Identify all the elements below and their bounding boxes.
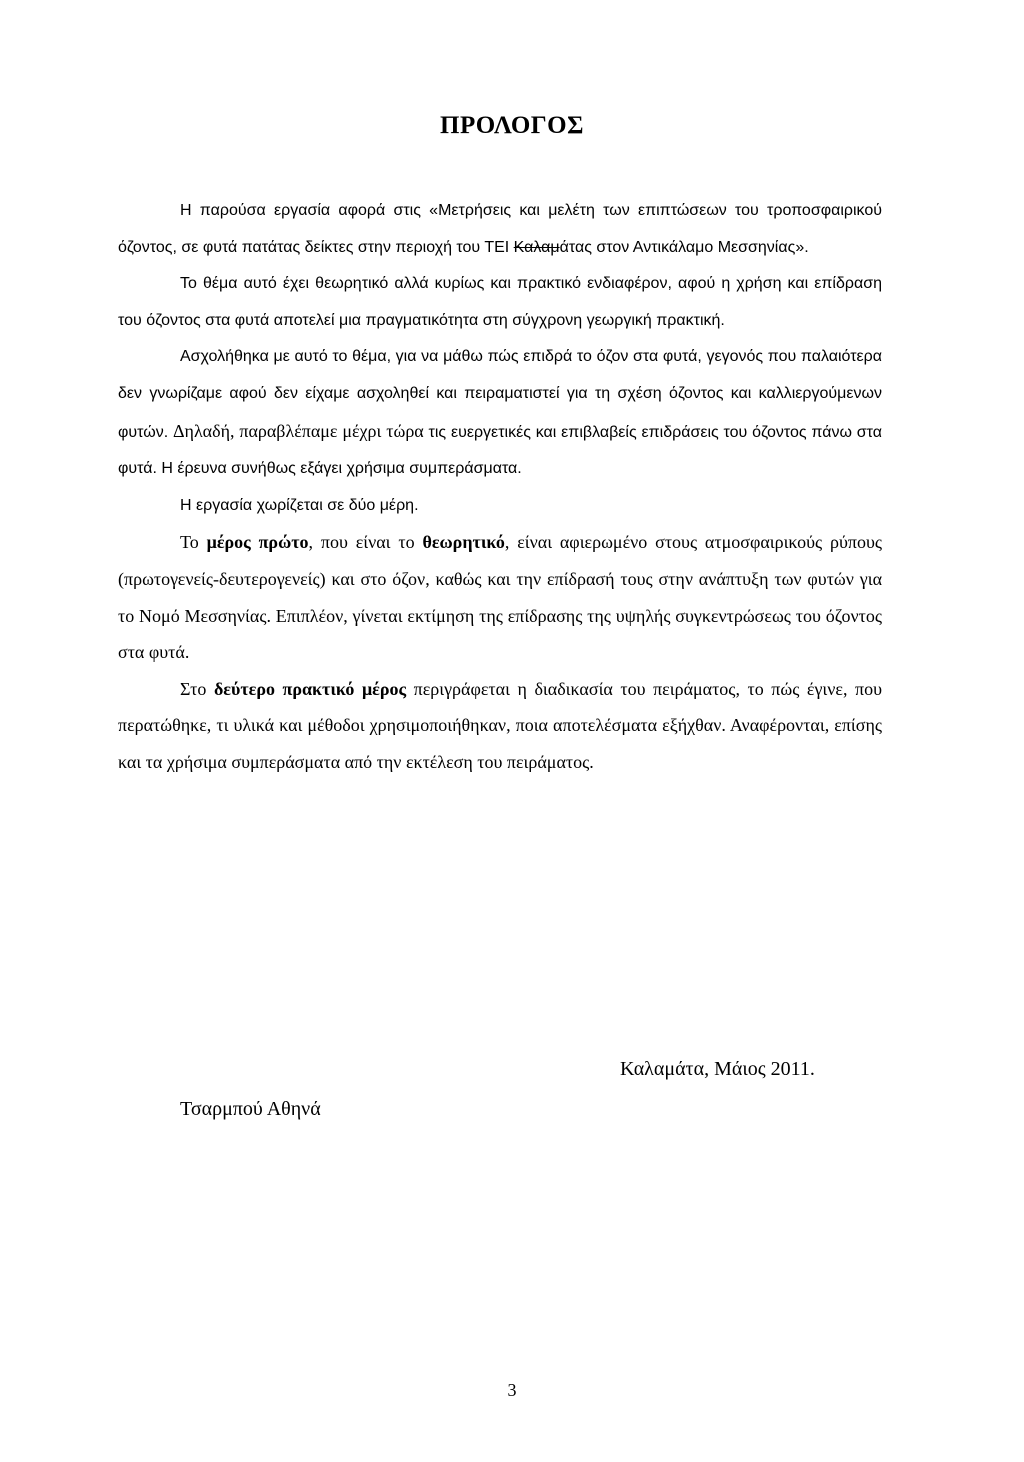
paragraph-3-sans-tail: τις ευεργετικές και επιβλαβείς επιδράσεις του όζοντος πάνω στα φυτά. Η έρευνα συνήθως εξάγει χρήσιμα συμπεράσματα. xyxy=(118,423,882,478)
paragraph-1-text-after: άτας στον Αντικάλαμο Μεσσηνίας». xyxy=(559,238,809,256)
page-title: ΠΡΟΛΟΓΟΣ xyxy=(440,112,584,139)
paragraph-6-text-2: περιγράφεται η διαδικασία του πειράματος, το πώς έγινε, που περατώθηκε, τι υλικά και μέθοδοι χρησιμοποιήθηκαν, ποια αποτελέσματα εξήχθαν. Αναφέρονται, επίσης και τα χρήσιμα συμπεράσματα από την εκτέλεση του πειράματος. xyxy=(118,678,883,772)
paragraph-1-text-before: Η παρούσα εργασία αφορά στις «Μετρήσεις και μελέτη των επιπτώσεων του τροποσφαιρικού όζοντος, σε φυτά πατάτας δείκτες στην περιοχή του ΤΕΙ xyxy=(118,202,882,256)
paragraph-3 xyxy=(118,339,882,487)
paragraph-5-text-3: , είναι αφιερωμένο στους ατμοσφαιρικούς ρύπους (πρωτογενείς-δευτερογενείς) και στο όζον, καθώς και την επίδρασή τους στην ανάπτυξη των φυτών για το Νομό Μεσσηνίας. Επιπλέον, γίνεται εκτίμηση της επίδρασης της υψηλής συγκεντρώσεως του όζοντος στα φυτά. xyxy=(118,532,883,663)
paragraph-5 xyxy=(118,524,882,670)
paragraph-5-text-2: , που είναι το xyxy=(308,532,423,553)
paragraph-3-serif-part: Δηλαδή, παραβλέπαμε μέχρι τώρα xyxy=(172,420,424,441)
paragraph-4: Η εργασία χωρίζεται σε δύο μέρη. xyxy=(180,496,419,514)
body-text xyxy=(118,193,882,781)
author-name: Τσαρμπού Αθηνά xyxy=(180,1098,321,1120)
place-date: Καλαμάτα, Μάιος 2011. xyxy=(620,1058,815,1080)
paragraph-2: Το θέμα αυτό έχει θεωρητικό αλλά κυρίως και πρακτικό ενδιαφέρον, αφού η χρήση και επίδραση του όζοντος στα φυτά αποτελεί μια πραγματικότητα στη σύγχρονη γεωργική πρακτική. xyxy=(118,275,882,329)
paragraph-5-text-1: Το xyxy=(180,532,207,553)
paragraph-6 xyxy=(118,671,882,781)
paragraph-3-sans-part: Ασχολήθηκα με αυτό το θέμα, για να μάθω πώς επιδρά το όζον στα φυτά, γεγονός που παλαιότερα δεν γνωρίζαμε αφού δεν είχαμε ασχοληθεί και πειραματιστεί για τη σχέση όζοντος και καλλιεργούμενων φυτών. xyxy=(118,348,882,441)
paragraph-5-bold-1: μέρος πρώτο xyxy=(206,532,309,553)
paragraph-1 xyxy=(118,193,882,266)
paragraph-5-bold-2: θεωρητικό xyxy=(422,532,505,553)
paragraph-1-struck-text: Καλαμ xyxy=(513,238,560,256)
paragraph-6-bold-1: δεύτερο πρακτικό μέρος xyxy=(213,678,407,699)
page-number: 3 xyxy=(507,1380,517,1400)
paragraph-6-text-1: Στο xyxy=(180,678,214,699)
